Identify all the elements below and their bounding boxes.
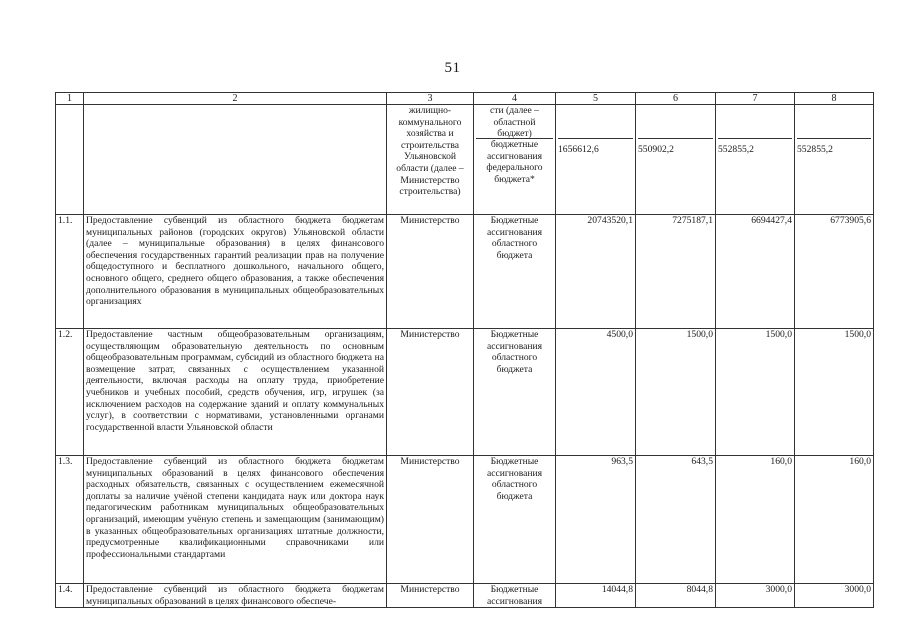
row-value: 1500,0	[716, 329, 795, 456]
table-row	[56, 584, 874, 608]
description-cell	[84, 105, 387, 215]
row-source: Бюджетные ассигнования	[474, 584, 556, 608]
row-executor: Министерство	[387, 215, 474, 329]
row-executor: Министерство	[387, 456, 474, 584]
value-cell: 552855,2	[795, 105, 874, 215]
row-description: Предоставление субвенций из областного бюджета бюджетам муниципальных образований в целях финансового обеспече-	[84, 584, 387, 608]
row-value: 14044,8	[556, 584, 636, 608]
row-value: 1500,0	[795, 329, 874, 456]
header-cell: 8	[795, 93, 874, 105]
continuation-row	[56, 105, 874, 215]
executor-cell: жилищно-коммунального хозяйства и строительства Ульяновской области (далее – Министерство строительства)	[387, 105, 474, 215]
row-value: 20743520,1	[556, 215, 636, 329]
header-cell: 1	[56, 93, 84, 105]
row-description: Предоставление субвенций из областного бюджета бюджетам муниципальных районов (городских округов) Ульяновской области (далее – муниципальные образования) в целях финансового обеспечения государственных гарантий реализации прав на получение общедоступного и бесплатного дошкольного, начального общего, основного общего, среднего общего образования, а также обеспечения дополнительного образования в муниципальных общеобразовательных организациях	[84, 215, 387, 329]
row-source: Бюджетные ассигнования областного бюджета	[474, 456, 556, 584]
row-value: 643,5	[636, 456, 716, 584]
index-cell	[56, 105, 84, 215]
row-value: 4500,0	[556, 329, 636, 456]
header-cell: 7	[716, 93, 795, 105]
header-cell: 3	[387, 93, 474, 105]
source-bottom: бюджетные ассигнования федерального бюджета*	[476, 138, 553, 209]
value-cell: 550902,2	[636, 105, 716, 215]
row-index: 1.1.	[56, 215, 84, 329]
row-value: 3000,0	[795, 584, 874, 608]
row-value: 6773905,6	[795, 215, 874, 329]
row-executor: Министерство	[387, 329, 474, 456]
row-value: 6694427,4	[716, 215, 795, 329]
header-row	[56, 93, 874, 105]
row-description: Предоставление субвенций из областного бюджета бюджетам муниципальных образований в целях финансового обеспечения расходных обязательств, связанных с осуществлением ежемесячной доплаты за наличие учёной степени кандидата наук или доктора наук педагогическим работникам муниципальных общеобразовательных организаций, имеющим учёную степень и замещающим (занимающим) в указанных общеобразовательных организациях штатные должности, предусмотренные квалификационными справочниками или профессиональными стандартами	[84, 456, 387, 584]
table-row	[56, 456, 874, 584]
row-source: Бюджетные ассигнования областного бюджета	[474, 215, 556, 329]
header-cell: 4	[474, 93, 556, 105]
value-cell: 552855,2	[716, 105, 795, 215]
source-cell	[474, 105, 556, 215]
row-description: Предоставление частным общеобразовательным организациям, осуществляющим образовательную деятельность по основным общеобразовательным программам, субсидий из областного бюджета на возмещение затрат, связанных с осуществлением указанной деятельности, включая расходы на оплату труда, приобретение учебников и учебных пособий, средств обучения, игр, игрушек (за исключением расходов на содержание зданий и оплату коммунальных услуг), в соответствии с нормативами, установленными органами государственной власти Ульяновской области	[84, 329, 387, 456]
value-cell: 1656612,6	[556, 105, 636, 215]
header-cell: 6	[636, 93, 716, 105]
table-row	[56, 215, 874, 329]
row-value: 160,0	[795, 456, 874, 584]
row-index: 1.2.	[56, 329, 84, 456]
budget-table	[55, 92, 874, 608]
row-source: Бюджетные ассигнования областного бюджета	[474, 329, 556, 456]
row-executor: Министерство	[387, 584, 474, 608]
row-value: 8044,8	[636, 584, 716, 608]
page-number: 51	[444, 60, 461, 76]
row-index: 1.3.	[56, 456, 84, 584]
table-row	[56, 329, 874, 456]
row-value: 1500,0	[636, 329, 716, 456]
row-value: 160,0	[716, 456, 795, 584]
row-value: 963,5	[556, 456, 636, 584]
row-value: 7275187,1	[636, 215, 716, 329]
header-cell: 2	[84, 93, 387, 105]
row-value: 3000,0	[716, 584, 795, 608]
row-index: 1.4.	[56, 584, 84, 608]
source-top: сти (далее – областной бюджет)	[490, 105, 539, 140]
header-cell: 5	[556, 93, 636, 105]
